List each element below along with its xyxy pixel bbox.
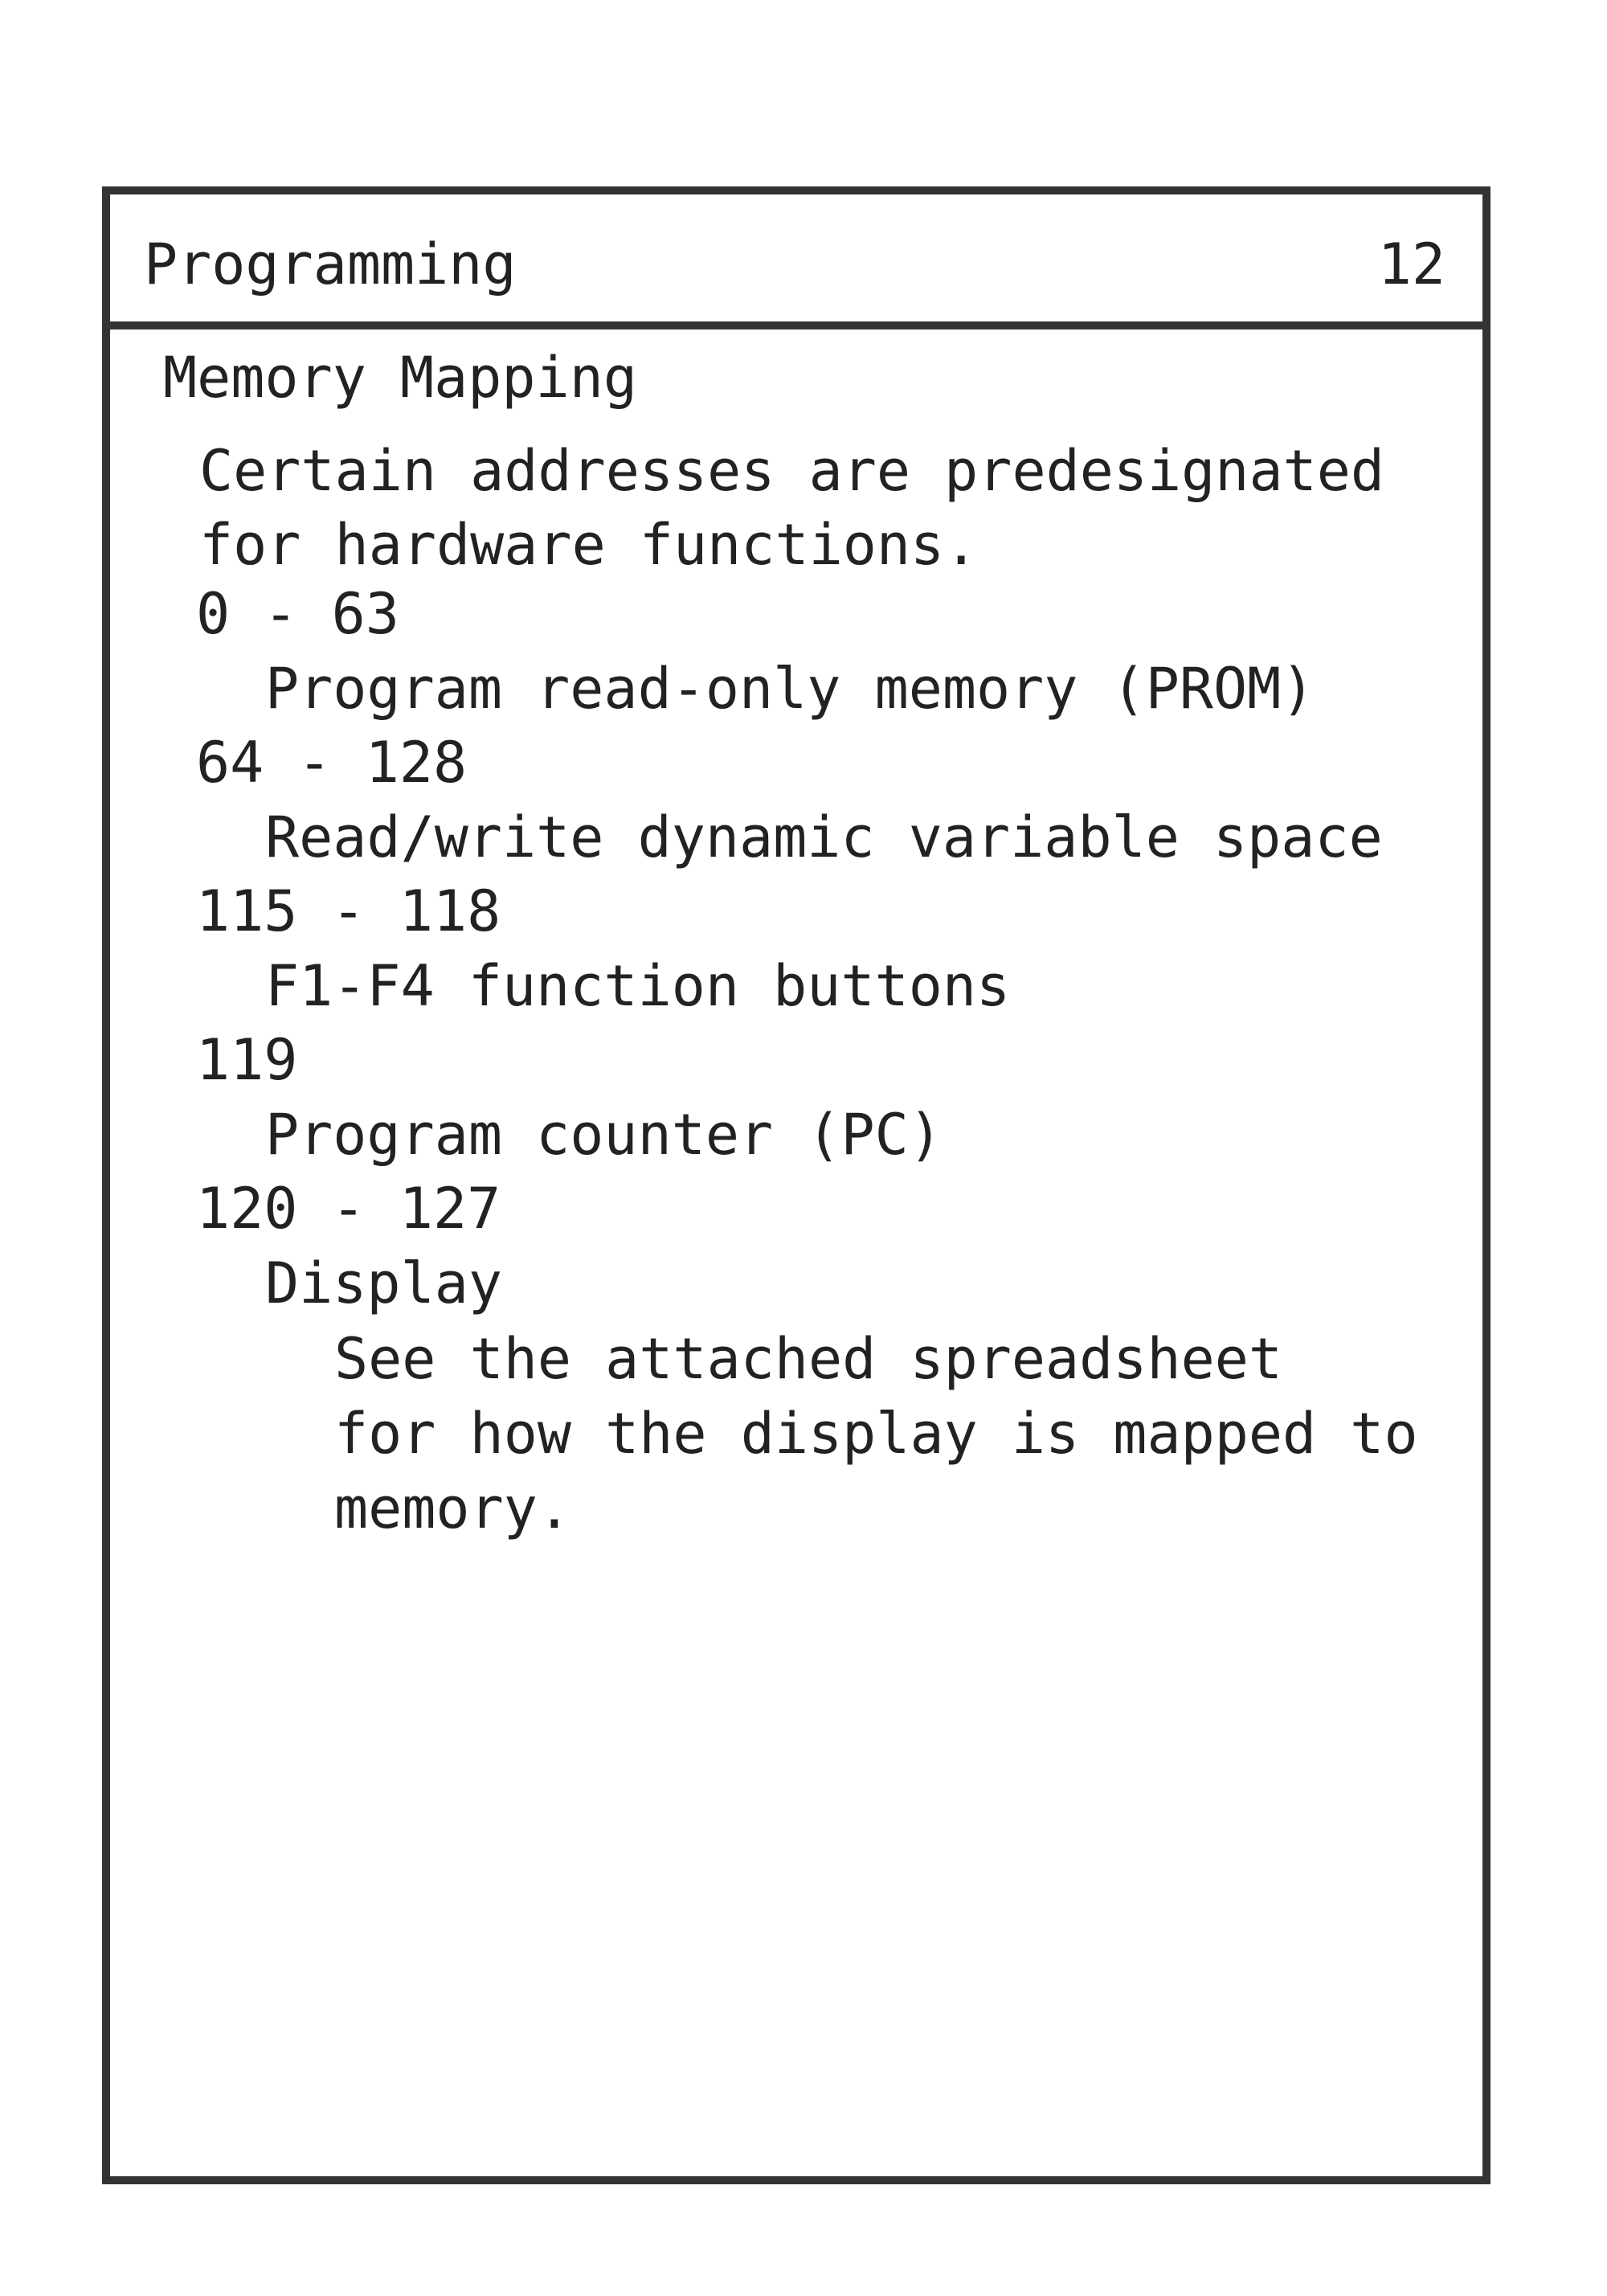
address-description: Read/write dynamic variable space <box>265 804 1383 870</box>
address-range: 0 - 63 <box>196 581 399 647</box>
display-note: See the attached spreadsheet for how the display is mapped to memory. <box>334 1326 1418 1541</box>
page-number: 12 <box>1377 231 1445 297</box>
address-range: 119 <box>196 1027 298 1093</box>
address-range: 120 - 127 <box>196 1176 501 1242</box>
document-card <box>102 186 1490 2184</box>
address-description: Program read-only memory (PROM) <box>265 656 1315 722</box>
address-description: Program counter (PC) <box>265 1102 943 1168</box>
address-description: Display <box>265 1250 503 1316</box>
address-range: 64 - 128 <box>196 730 468 796</box>
card-header <box>110 194 1482 329</box>
section-title: Memory Mapping <box>163 345 638 411</box>
chapter-title: Programming <box>144 231 517 297</box>
address-description: F1-F4 function buttons <box>265 953 1011 1019</box>
address-range: 115 - 118 <box>196 878 501 944</box>
section-intro: Certain addresses are predesignated for hardware functions. <box>199 438 1385 578</box>
